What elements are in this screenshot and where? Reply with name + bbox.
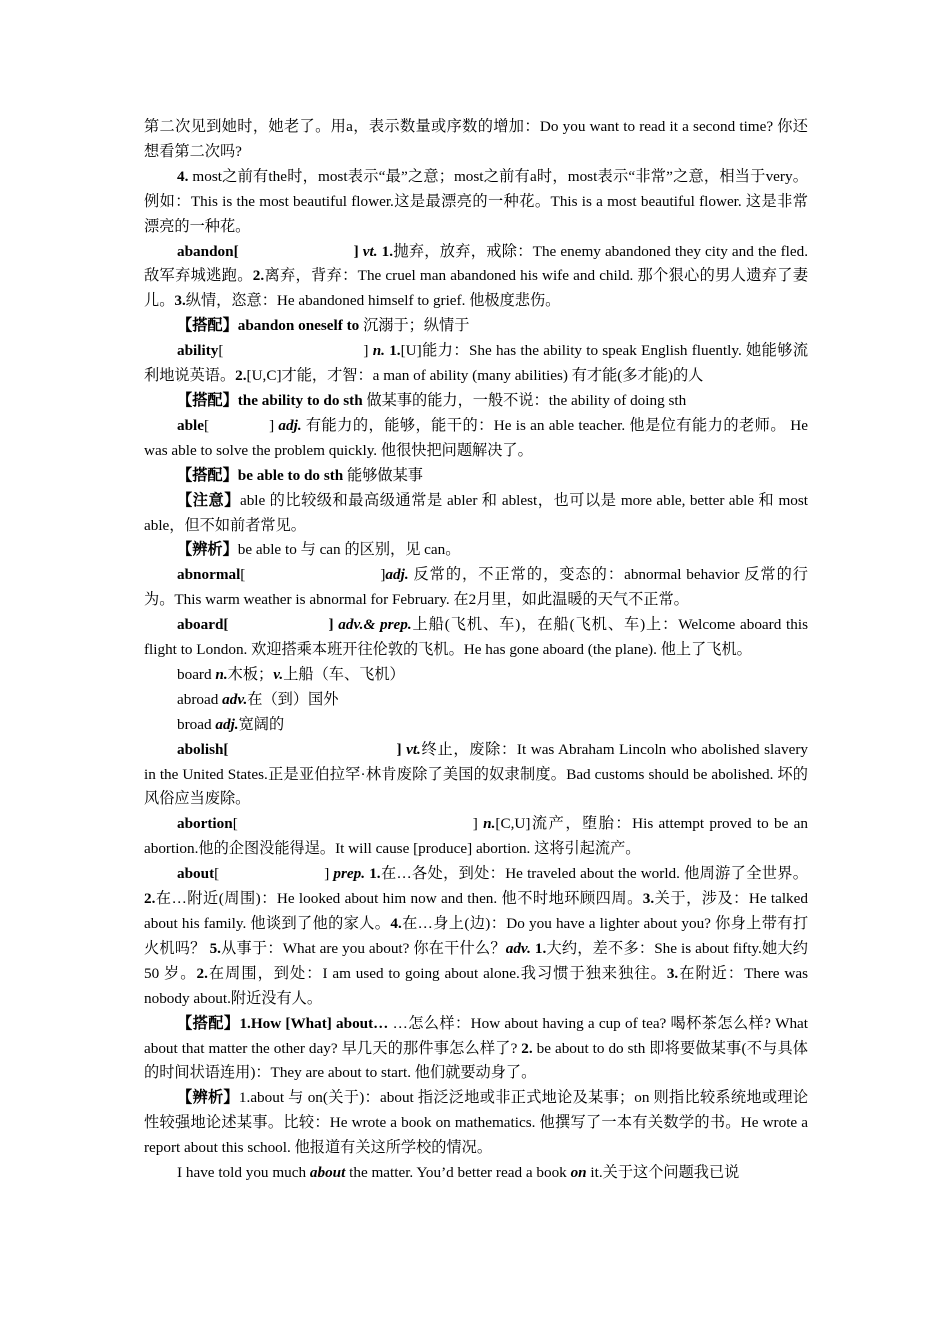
sense-text: [U,C]才能，才智：a man of ability (many abilities) 有才能(多才能)的人 — [246, 367, 704, 385]
bracket: ] — [328, 616, 339, 634]
sense-number: 1. — [530, 939, 547, 957]
emphasis-word: about — [309, 1164, 346, 1182]
part-of-speech: prep. — [333, 865, 366, 883]
distinction-text: 1.about 与 on(关于)：about 指泛泛地或非正式地论及某事；on 则指比较系统地或理论性较强地论述某事。比较：He wrote a book on mathematics. 他撰写了一本有关数学的书。He wrote a report about this school. 他报道有关这所学校的情况。 — [144, 1089, 809, 1157]
headword: ability — [177, 342, 219, 360]
collocation-phrase: the ability to do sth — [237, 391, 363, 409]
headword: aboard[ — [177, 616, 229, 634]
sense-text: 在…附近(周围)：He looked about him now and then. 他不时地环顾四周。 — [155, 890, 643, 908]
note-number: 4. — [177, 167, 189, 185]
bracket: ] — [353, 242, 363, 260]
distinction — [144, 538, 808, 563]
entry-abandon — [144, 240, 808, 315]
sense-number: 1. — [365, 865, 381, 883]
headword: able — [177, 416, 205, 434]
intro-text: 第二次见到她时，她老了。用a，表示数量或序数的增加：Do you want to read it a second time? 你还想看第二次吗? — [144, 118, 808, 160]
part-of-speech: adv.& prep. — [338, 616, 412, 634]
part-of-speech: adv. — [222, 690, 248, 708]
bracket: ] — [363, 342, 373, 360]
sense-text: 从事于：What are you about? 你在干什么？ — [220, 939, 506, 957]
collocation-text: 能够做某事 — [343, 466, 423, 484]
sense-number: 3. — [174, 292, 186, 310]
distinction — [144, 1086, 808, 1161]
related-text: 上船（车、飞机） — [283, 665, 405, 683]
part-of-speech: adj. — [215, 715, 239, 733]
sense-text: 有能力的，能够，能干的：He is an able teacher. 他是位有能力的老师。 He was able to solve the problem quickly. 他很快把问题解决了。 — [144, 416, 808, 459]
sense-text: 离弃，背弃：The cruel man abandoned his wife and child. 那个狠心的男人遗弃了妻儿。 — [144, 267, 809, 310]
tag: 【搭配】 — [177, 391, 238, 409]
note-4 — [144, 165, 808, 240]
sense-text: [C,U]流产，堕胎：His attempt proved to be an abortion.他的企图没能得逞。It will cause [produce] abortion. 这将引起流产。 — [144, 815, 808, 858]
sense-number: 2. — [235, 367, 247, 385]
collocation-number: 2. — [521, 1039, 533, 1057]
note-text: most之前有the时，most表示“最”之意；most之前有a时，most表示“非常”之意，相当于very。例如：This is the most beautiful flower.这是最漂亮的一种花。This is a most beautiful flower. 这是非常漂亮的一种花。 — [144, 167, 808, 235]
collocation — [144, 1012, 808, 1087]
bracket: ] — [380, 566, 386, 584]
tag: 【注意】 — [177, 491, 240, 509]
entry-aboard — [144, 613, 808, 663]
example-line — [144, 1161, 808, 1186]
collocation-phrase: be able to do sth — [237, 466, 344, 484]
part-of-speech: v. — [273, 665, 284, 683]
headword: abnormal — [177, 566, 241, 584]
part-of-speech: n. — [483, 815, 496, 833]
part-of-speech: n. — [372, 342, 385, 360]
sense-text: 抛弃，放弃，戒除：The enemy abandoned they city and the fled. 敌军弃城逃跑。 — [144, 242, 808, 285]
related-word: broad — [177, 715, 216, 733]
collocation-text: 沉溺于；纵情于 — [359, 317, 470, 335]
intro-line — [144, 115, 808, 165]
related-board — [144, 663, 808, 688]
part-of-speech: adj. — [278, 416, 302, 434]
part-of-speech: n. — [215, 665, 228, 683]
usage-note — [144, 489, 808, 539]
related-broad — [144, 713, 808, 738]
related-abroad — [144, 688, 808, 713]
headword: abolish[ — [177, 740, 229, 758]
tag: 【辨析】 — [177, 541, 238, 559]
related-word: board — [177, 665, 216, 683]
example-text: I have told you much — [177, 1164, 310, 1182]
sense-text: 大约，差不多：She is about fifty.她大约 50 岁。 — [144, 939, 808, 982]
entry-ability — [144, 339, 808, 389]
collocation — [144, 389, 808, 414]
tag: 【搭配】 — [177, 466, 238, 484]
part-of-speech: vt. — [362, 242, 378, 260]
collocation-phrase: 1.How [What] about… — [239, 1014, 389, 1032]
bracket: [ — [232, 815, 238, 833]
entry-about — [144, 862, 808, 1011]
sense-text: 纵情，恣意：He abandoned himself to grief. 他极度悲伤。 — [185, 292, 561, 310]
collocation-text: …怎么样：How about having a cup of tea? 喝杯茶怎么样? What about that matter the other day? 早几天的那件事怎么样了? — [144, 1014, 809, 1057]
sense-text: 上船(飞机、车)，在船(飞机、车)上：Welcome aboard this flight to London. 欢迎搭乘本班开往伦敦的飞机。He has gone aboard (the plane). 他上了飞机。 — [144, 616, 808, 659]
headword: abortion — [177, 815, 233, 833]
related-text: 木板； — [227, 665, 274, 683]
emphasis-word: on — [570, 1164, 587, 1182]
part-of-speech: adv. — [505, 939, 531, 957]
headword: about — [177, 865, 215, 883]
example-text: it.关于这个问题我已说 — [586, 1164, 740, 1182]
distinction-text: be able to 与 can 的区别，见 can。 — [237, 541, 461, 559]
example-text: the matter. You’d better read a book — [345, 1164, 571, 1182]
tag: 【搭配】 — [177, 1014, 240, 1032]
sense-number: 4. — [390, 915, 402, 932]
bracket: ] — [324, 865, 334, 883]
sense-text: 在…各处，到处：He traveled about the world. 他周游了全世界。 — [380, 865, 808, 883]
bracket: ] — [472, 815, 484, 833]
sense-text: 反常的，不正常的，变态的：abnormal behavior 反常的行为。This warm weather is abnormal for February. 在2月里，如此温暖的天气不正常。 — [144, 566, 808, 609]
sense-number: 3. — [642, 890, 655, 908]
sense-text: 关于，涉及：He talked about his family. 他谈到了他的家人。 — [144, 890, 808, 932]
document-page — [144, 115, 808, 1186]
sense-text: 终止，废除：It was Abraham Lincoln who abolished slavery in the United States.正是亚伯拉罕·林肯废除了美国的奴隶制度。Bad customs should be abolished. 坏的风俗应当废除。 — [144, 740, 809, 808]
bracket: [ — [214, 865, 220, 883]
sense-number: 2. — [252, 267, 265, 285]
sense-number: 1. — [377, 242, 394, 260]
entry-abnormal — [144, 563, 808, 613]
related-text: 在（到）国外 — [247, 690, 339, 708]
bracket: ] — [396, 740, 407, 758]
bracket: ] — [269, 416, 279, 434]
bracket: [ — [204, 416, 210, 434]
sense-text: 在周围，到处：I am used to going about alone.我习惯于独来独往。 — [207, 964, 667, 982]
part-of-speech: adj. — [385, 566, 409, 584]
collocation-phrase: abandon oneself to — [237, 317, 360, 335]
sense-text: 在…身上(边)：Do you have a lighter about you? 你身上带有打火机吗？ — [144, 915, 809, 957]
entry-abortion — [144, 812, 808, 862]
related-text: 宽阔的 — [238, 715, 285, 733]
collocation-text: be about to do sth 即将要做某事(不与具体的时间状语连用)：They are about to start. 他们就要动身了。 — [144, 1039, 808, 1082]
bracket: [ — [240, 566, 246, 584]
headword: abandon[ — [177, 242, 239, 260]
sense-number: 3. — [666, 964, 679, 982]
note-text: able 的比较级和最高级通常是 abler 和 ablest，也可以是 more able, better able 和 most able，但不如前者常见。 — [144, 491, 809, 534]
sense-text: [U]能力：She has the ability to speak English fluently. 她能够流利地说英语。 — [144, 342, 809, 385]
collocation-text: 做某事的能力，一般不说：the ability of doing sth — [362, 391, 687, 409]
part-of-speech: vt. — [406, 740, 421, 758]
entry-able — [144, 414, 808, 464]
sense-number: 2. — [196, 964, 208, 982]
sense-text: 在附近：There was nobody about.附近没有人。 — [144, 964, 808, 1007]
collocation — [144, 314, 808, 339]
tag: 【辨析】 — [177, 1089, 239, 1107]
related-word: abroad — [177, 690, 223, 708]
sense-number: 5. — [209, 939, 221, 957]
collocation — [144, 464, 808, 489]
sense-number: 2. — [144, 890, 156, 908]
entry-abolish — [144, 738, 808, 813]
bracket: [ — [218, 342, 224, 360]
tag: 【搭配】 — [177, 317, 238, 335]
sense-number: 1. — [384, 342, 401, 360]
